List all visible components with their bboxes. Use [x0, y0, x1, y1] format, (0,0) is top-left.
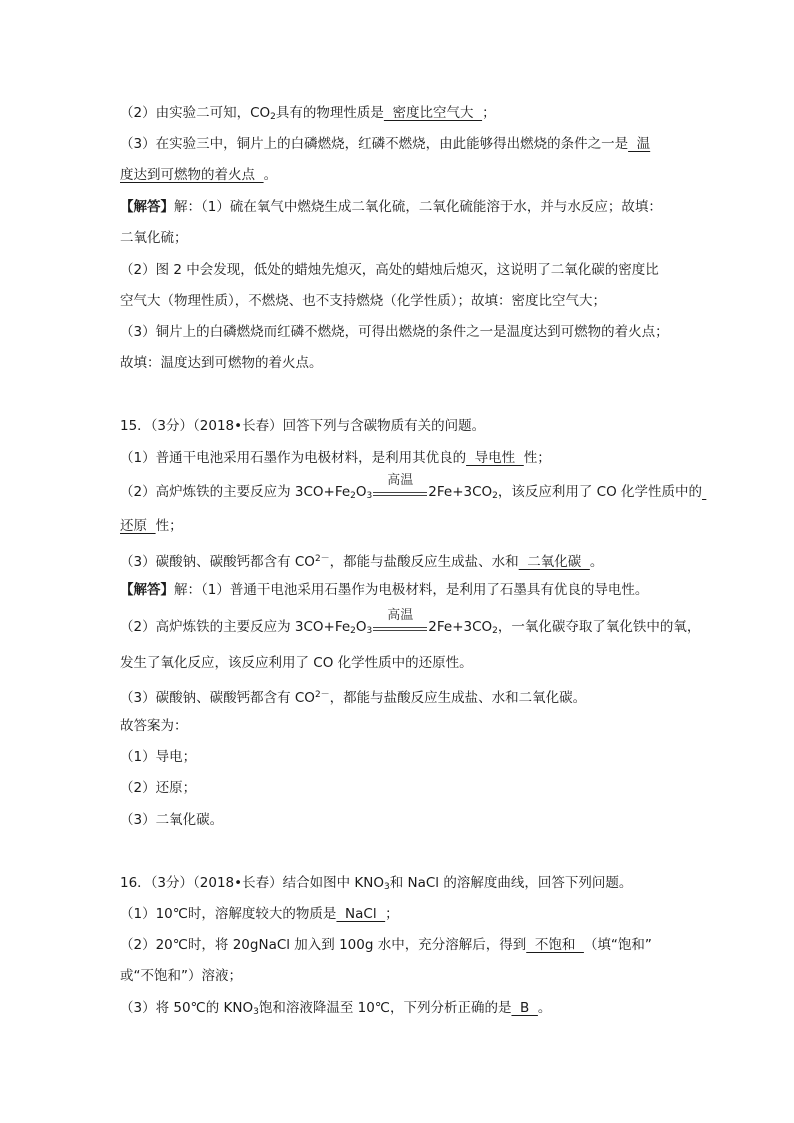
q15-final-1: （1）导电； — [120, 749, 197, 765]
q15-part1: （1）普通干电池采用石墨作为电极材料，是利用其优良的 导电性 性； — [120, 450, 551, 466]
reaction-condition: 高温 — [387, 608, 414, 623]
q15-part3: （3）碳酸钠、碳酸钙都含有 $CO^{2-}$，都能与盐酸反应生成盐、水和 二氧化碳 。 — [120, 554, 604, 570]
reaction-arrow — [373, 473, 427, 501]
q15-part2-line1: （2）高炉炼铁的主要反应为 $3CO+Fe_2O_3$ 高温 $2Fe+3CO_2$，该反应利用了 CO 化学性质中的 — [120, 473, 703, 501]
answer-blank: 度达到可燃物的着火点 — [120, 167, 264, 183]
answer-blank: NaCl — [336, 906, 386, 922]
prev-q2: （2）由实验二可知，$CO_2$具有的物理性质是 密度比空气大 ； — [120, 105, 496, 122]
answer-blank: 导电性 — [466, 450, 524, 466]
reaction-condition: 高温 — [387, 473, 414, 488]
reaction-arrow — [373, 608, 427, 636]
q15-final-title: 故答案为： — [120, 718, 188, 734]
q16-part2-line2: 或“不饱和”）溶液； — [120, 968, 242, 984]
prev-answer-line3: （2）图 2 中会发现，低处的蜡烛先熄灭，高处的蜡烛后熄灭，这说明了二氧化碳的密度比 — [120, 262, 659, 278]
prev-answer-line5: （3）铜片上的白磷燃烧而红磷不燃烧，可得出燃烧的条件之一是温度达到可燃物的着火点； — [120, 324, 669, 340]
q15-answer-line3: 发生了氧化反应，该反应利用了 CO 化学性质中的还原性。 — [120, 655, 473, 671]
answer-tag: 【解答】 — [120, 199, 174, 215]
q15-answer-line1: 【解答】解：（1）普通干电池采用石墨作为电极材料，是利用了石墨具有优良的导电性。 — [120, 582, 649, 598]
answer-tag: 【解答】 — [120, 582, 174, 598]
answer-blank: 密度比空气大 — [383, 105, 483, 121]
prev-answer-line1: 【解答】解：（1）硫在氧气中燃烧生成二氧化硫，二氧化硫能溶于水，并与水反应；故填： — [120, 199, 662, 215]
prev-q3-line1: （3）在实验三中，铜片上的白磷燃烧，红磷不燃烧，由此能够得出燃烧的条件之一是 温 — [120, 136, 651, 152]
answer-blank: 不饱和 — [526, 937, 584, 953]
answer-blank: 还原 — [120, 518, 156, 534]
q16-part1: （1）10℃时，溶解度较大的物质是 NaCl ； — [120, 906, 399, 922]
q15-title: 15．（3分）（2018•长春）回答下列与含碳物质有关的问题。 — [120, 418, 486, 434]
q16-part3: （3）将 50℃的 $KNO_3$饱和溶液降温至 10℃，下列分析正确的是 B 。 — [120, 1000, 552, 1017]
q15-part2-line2: 还原 性； — [120, 518, 183, 534]
q15-final-3: （3）二氧化碳。 — [120, 812, 224, 828]
prev-answer-line4: 空气大（物理性质），不燃烧、也不支持燃烧（化学性质）；故填：密度比空气大； — [120, 293, 606, 309]
answer-blank: B — [511, 1000, 538, 1016]
q15-answer-line4: （3）碳酸钠、碳酸钙都含有 $CO^{2-}$，都能与盐酸反应生成盐、水和二氧化碳。 — [120, 690, 587, 706]
answer-blank: 温 — [628, 136, 651, 152]
q15-answer-line2: （2）高炉炼铁的主要反应为 $3CO+Fe_2O_3$ 高温 $2Fe+3CO_2$，一氧化碳夺取了氧化铁中的氧， — [120, 608, 701, 636]
prev-answer-line2: 二氧化硫； — [120, 230, 188, 246]
q16-title: 16．（3分）（2018•长春）结合如图中 $KNO_3$和 NaCl 的溶解度曲线，回答下列问题。 — [120, 875, 633, 892]
q15-final-2: （2）还原； — [120, 780, 197, 796]
prev-q3-line2: 度达到可燃物的着火点 。 — [120, 167, 278, 183]
prev-answer-line6: 故填：温度达到可燃物的着火点。 — [120, 355, 323, 371]
answer-blank: 二氧化碳 — [518, 554, 590, 570]
q16-part2-line1: （2）20℃时，将 20gNaCl 加入到 100g 水中，充分溶解后，得到 不饱和 （填“饱和” — [120, 937, 652, 953]
